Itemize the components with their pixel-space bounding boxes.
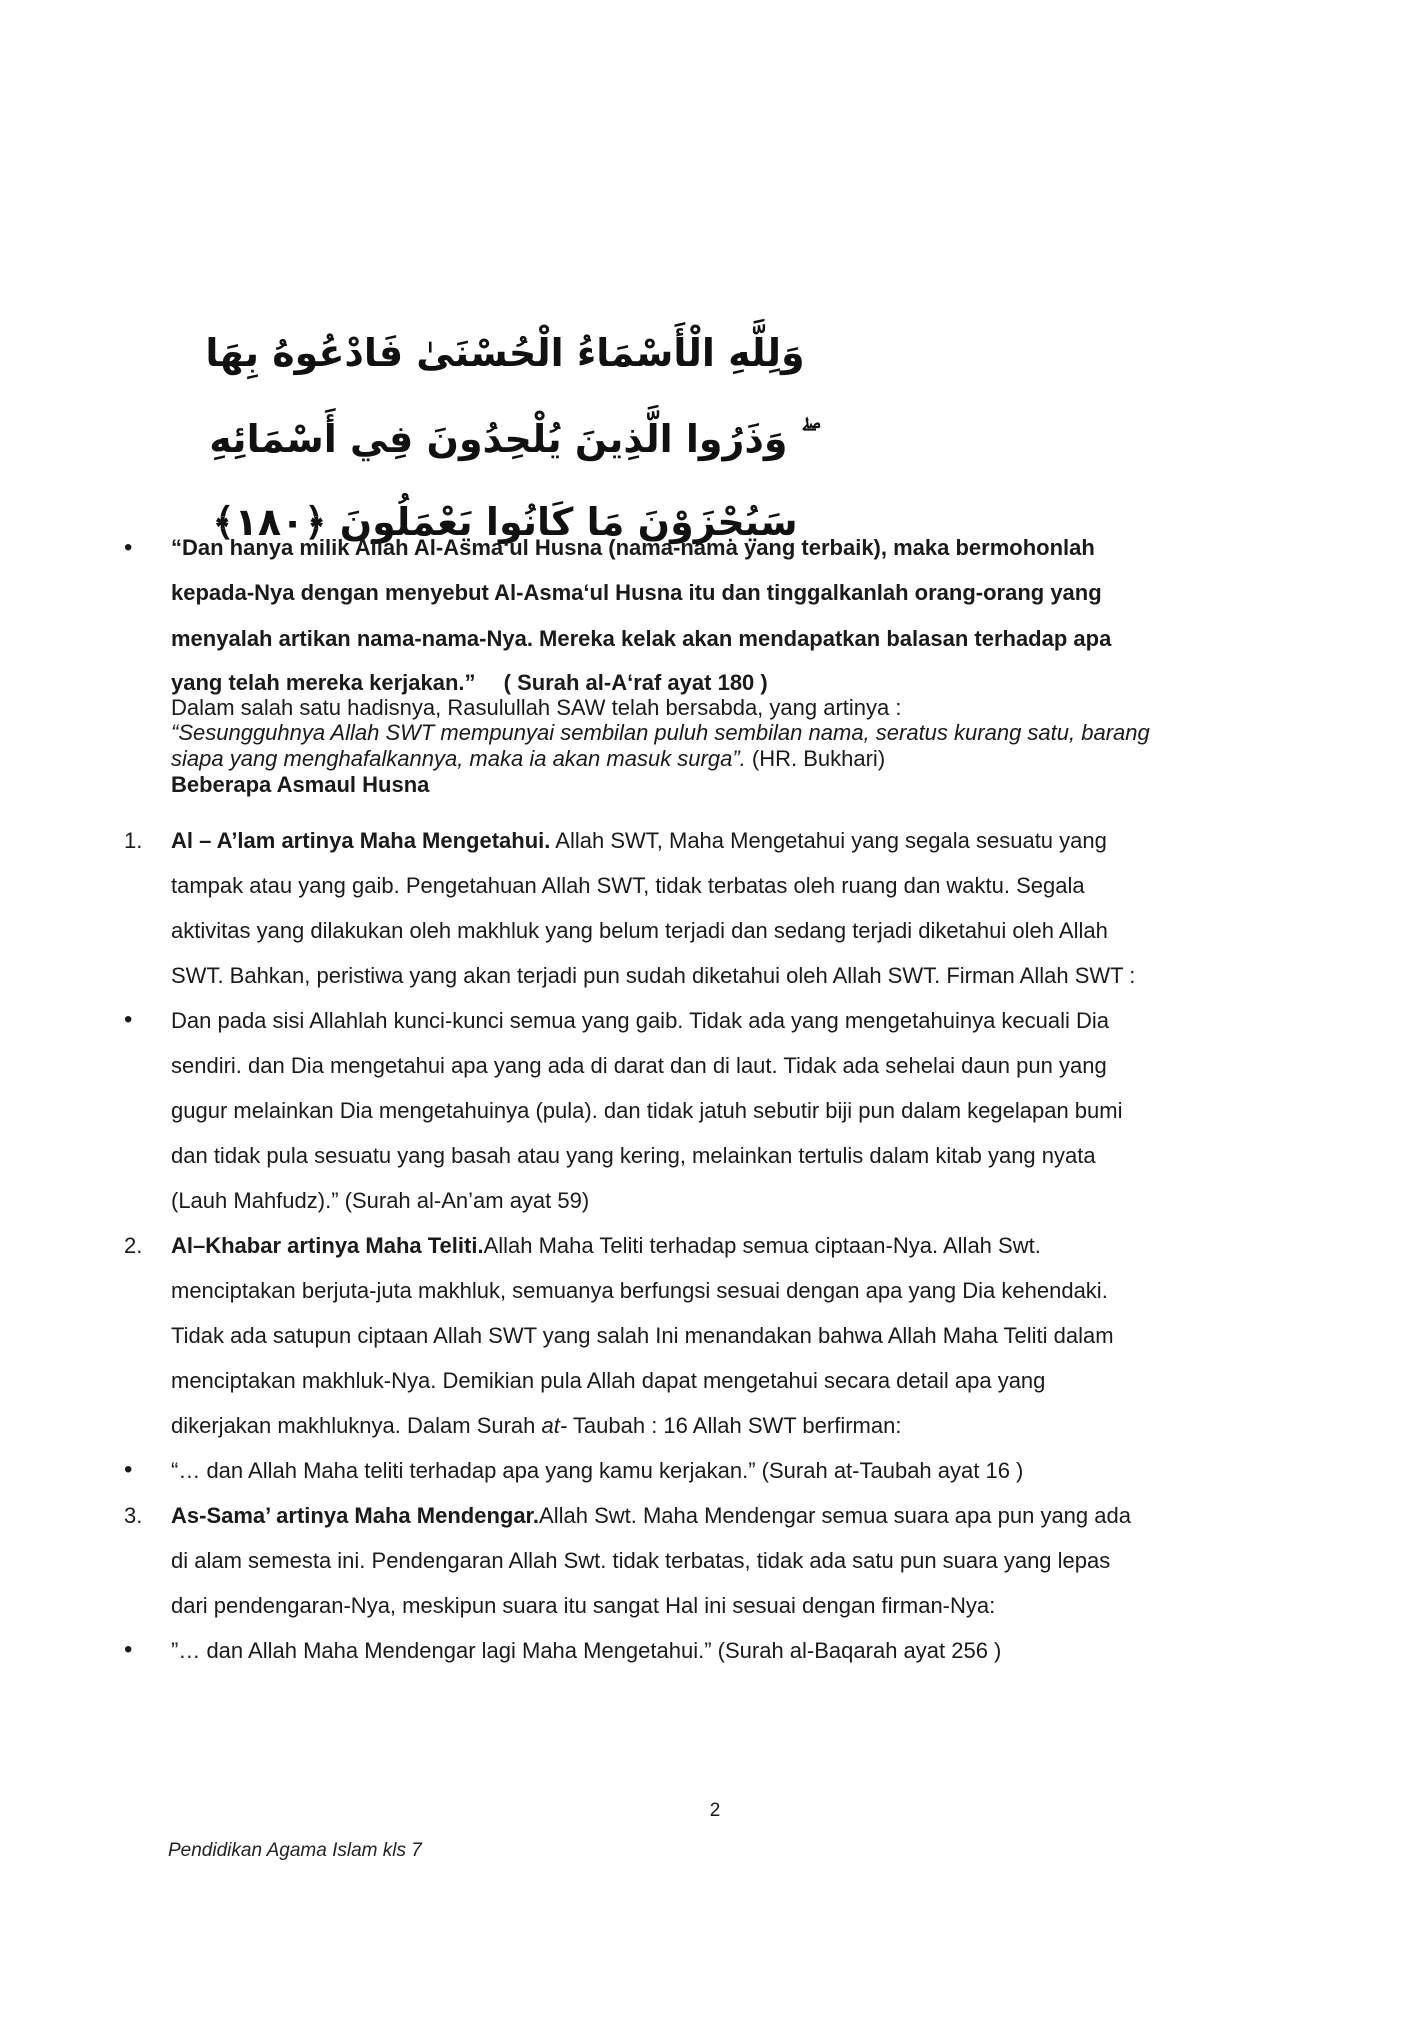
item-3-number: 3.	[124, 1503, 143, 1528]
hadith-source: (HR. Bukhari)	[745, 746, 886, 771]
item-3-title: As-Sama’ artinya Maha Mendengar.	[171, 1503, 540, 1528]
item-2-line-5-b: Taubah : 16 Allah SWT berfirman:	[567, 1413, 902, 1438]
item-1-line-1-rest: Allah SWT, Maha Mengetahui yang segala sesuatu yang	[550, 828, 1107, 853]
arabic-verse-line-1: وَلِلَّهِ الْأَسْمَاءُ الْحُسْنَىٰ فَادْعُوهُ بِهَا ۖ وَذَرُوا الَّذِينَ يُلْحِدُونَ فِي أَسْمَائِهِ	[205, 331, 805, 461]
item-2-line-3: Tidak ada satupun ciptaan Allah SWT yang salah Ini menandakan bahwa Allah Maha Teliti dalam	[171, 1323, 1114, 1348]
item-2-line-4: menciptakan makhluk-Nya. Demikian pula Allah dapat mengetahui secara detail apa yang	[171, 1368, 1046, 1393]
page-number: 2	[709, 1800, 721, 1821]
hadith-intro: Dalam salah satu hadisnya, Rasulullah SAW telah bersabda, yang artinya :	[171, 695, 902, 720]
item-1-quote-line-1: Dan pada sisi Allahlah kunci-kunci semua yang gaib. Tidak ada yang mengetahuinya kecuali Dia	[171, 1008, 1110, 1033]
item-1-quote-line-5: (Lauh Mahfudz).” (Surah al-An’am ayat 59)	[171, 1188, 590, 1213]
item-2-title: Al–Khabar artinya Maha Teliti.	[171, 1233, 484, 1258]
bullet-icon: •	[124, 1636, 133, 1663]
item-2-number: 2.	[124, 1233, 143, 1258]
hadith-line-2	[171, 746, 1321, 772]
item-2-line-5	[171, 1413, 1321, 1439]
item-1-line-1	[171, 828, 1321, 854]
translation-line-4-text: yang telah mereka kerjakan.”	[171, 670, 476, 695]
item-1-number: 1.	[124, 828, 143, 853]
item-2-line-1	[171, 1233, 1321, 1259]
item-3-line-3: dari pendengaran-Nya, meskipun suara itu sangat Hal ini sesuai dengan firman-Nya:	[171, 1593, 996, 1618]
translation-line-4	[171, 670, 1321, 696]
item-3-quote: ”… dan Allah Maha Mendengar lagi Maha Mengetahui.” (Surah al-Baqarah ayat 256 )	[171, 1638, 1002, 1663]
item-1-quote-line-2: sendiri. dan Dia mengetahui apa yang ada di darat dan di laut. Tidak ada sehelai daun pun yang	[171, 1053, 1107, 1078]
bullet-icon: •	[124, 1456, 133, 1483]
item-1-title: Al – A’lam artinya Maha Mengetahui.	[171, 828, 551, 853]
item-1-quote-line-4: dan tidak pula sesuatu yang basah atau yang kering, melainkan tertulis dalam kitab yang nyata	[171, 1143, 1096, 1168]
bullet-icon: •	[124, 1006, 133, 1033]
item-2-line-2: menciptakan berjuta-juta makhluk, semuanya berfungsi sesuai dengan apa yang Dia kehendaki.	[171, 1278, 1108, 1303]
item-2-line-5-a: dikerjakan makhluknya. Dalam Surah	[171, 1413, 542, 1438]
item-3-line-1	[171, 1503, 1321, 1529]
item-1-line-4: SWT. Bahkan, peristiwa yang akan terjadi pun sudah diketahui oleh Allah SWT. Firman Allah SWT :	[171, 963, 1136, 988]
hadith-line-1: “Sesungguhnya Allah SWT mempunyai sembilan puluh sembilan nama, seratus kurang satu, barang	[171, 720, 1150, 745]
item-2-line-5-italic: at-	[541, 1413, 568, 1438]
footer-title: Pendidikan Agama Islam kls 7	[168, 1840, 422, 1861]
translation-line-3: menyalah artikan nama-nama-Nya. Mereka kelak akan mendapatkan balasan terhadap apa	[171, 626, 1112, 651]
arabic-verse-line-2: سَيُجْزَوْنَ مَا كَانُوا يَعْمَلُونَ ﴿١٨٠﴾	[212, 500, 798, 544]
item-2-line-1-rest: Allah Maha Teliti terhadap semua ciptaan-Nya. Allah Swt.	[483, 1233, 1041, 1258]
item-1-line-2: tampak atau yang gaib. Pengetahuan Allah SWT, tidak terbatas oleh ruang dan waktu. Segala	[171, 873, 1085, 898]
hadith-line-2-text: siapa yang menghafalkannya, maka ia akan masuk surga”.	[171, 746, 746, 771]
bullet-icon: •	[124, 534, 133, 561]
item-3-line-1-rest: Allah Swt. Maha Mendengar semua suara apa pun yang ada	[539, 1503, 1131, 1528]
section-heading: Beberapa Asmaul Husna	[171, 772, 430, 797]
translation-line-1: “Dan hanya milik Allah Al-Asma‘ul Husna (nama-nama yang terbaik), maka bermohonlah	[171, 535, 1095, 560]
translation-line-2: kepada-Nya dengan menyebut Al-Asma‘ul Husna itu dan tinggalkanlah orang-orang yang	[171, 580, 1102, 605]
arabic-verse-image	[205, 310, 805, 562]
item-1-line-3: aktivitas yang dilakukan oleh makhluk yang belum terjadi dan sedang terjadi diketahui oleh Allah	[171, 918, 1108, 943]
translation-source: ( Surah al-A‘raf ayat 180 )	[503, 670, 768, 695]
item-3-line-2: di alam semesta ini. Pendengaran Allah Swt. tidak terbatas, tidak ada satu pun suara yang lepas	[171, 1548, 1111, 1573]
item-1-quote-line-3: gugur melainkan Dia mengetahuinya (pula). dan tidak jatuh sebutir biji pun dalam kegelapan bumi	[171, 1098, 1123, 1123]
item-2-quote: “… dan Allah Maha teliti terhadap apa yang kamu kerjakan.” (Surah at-Taubah ayat 16 )	[171, 1458, 1024, 1483]
